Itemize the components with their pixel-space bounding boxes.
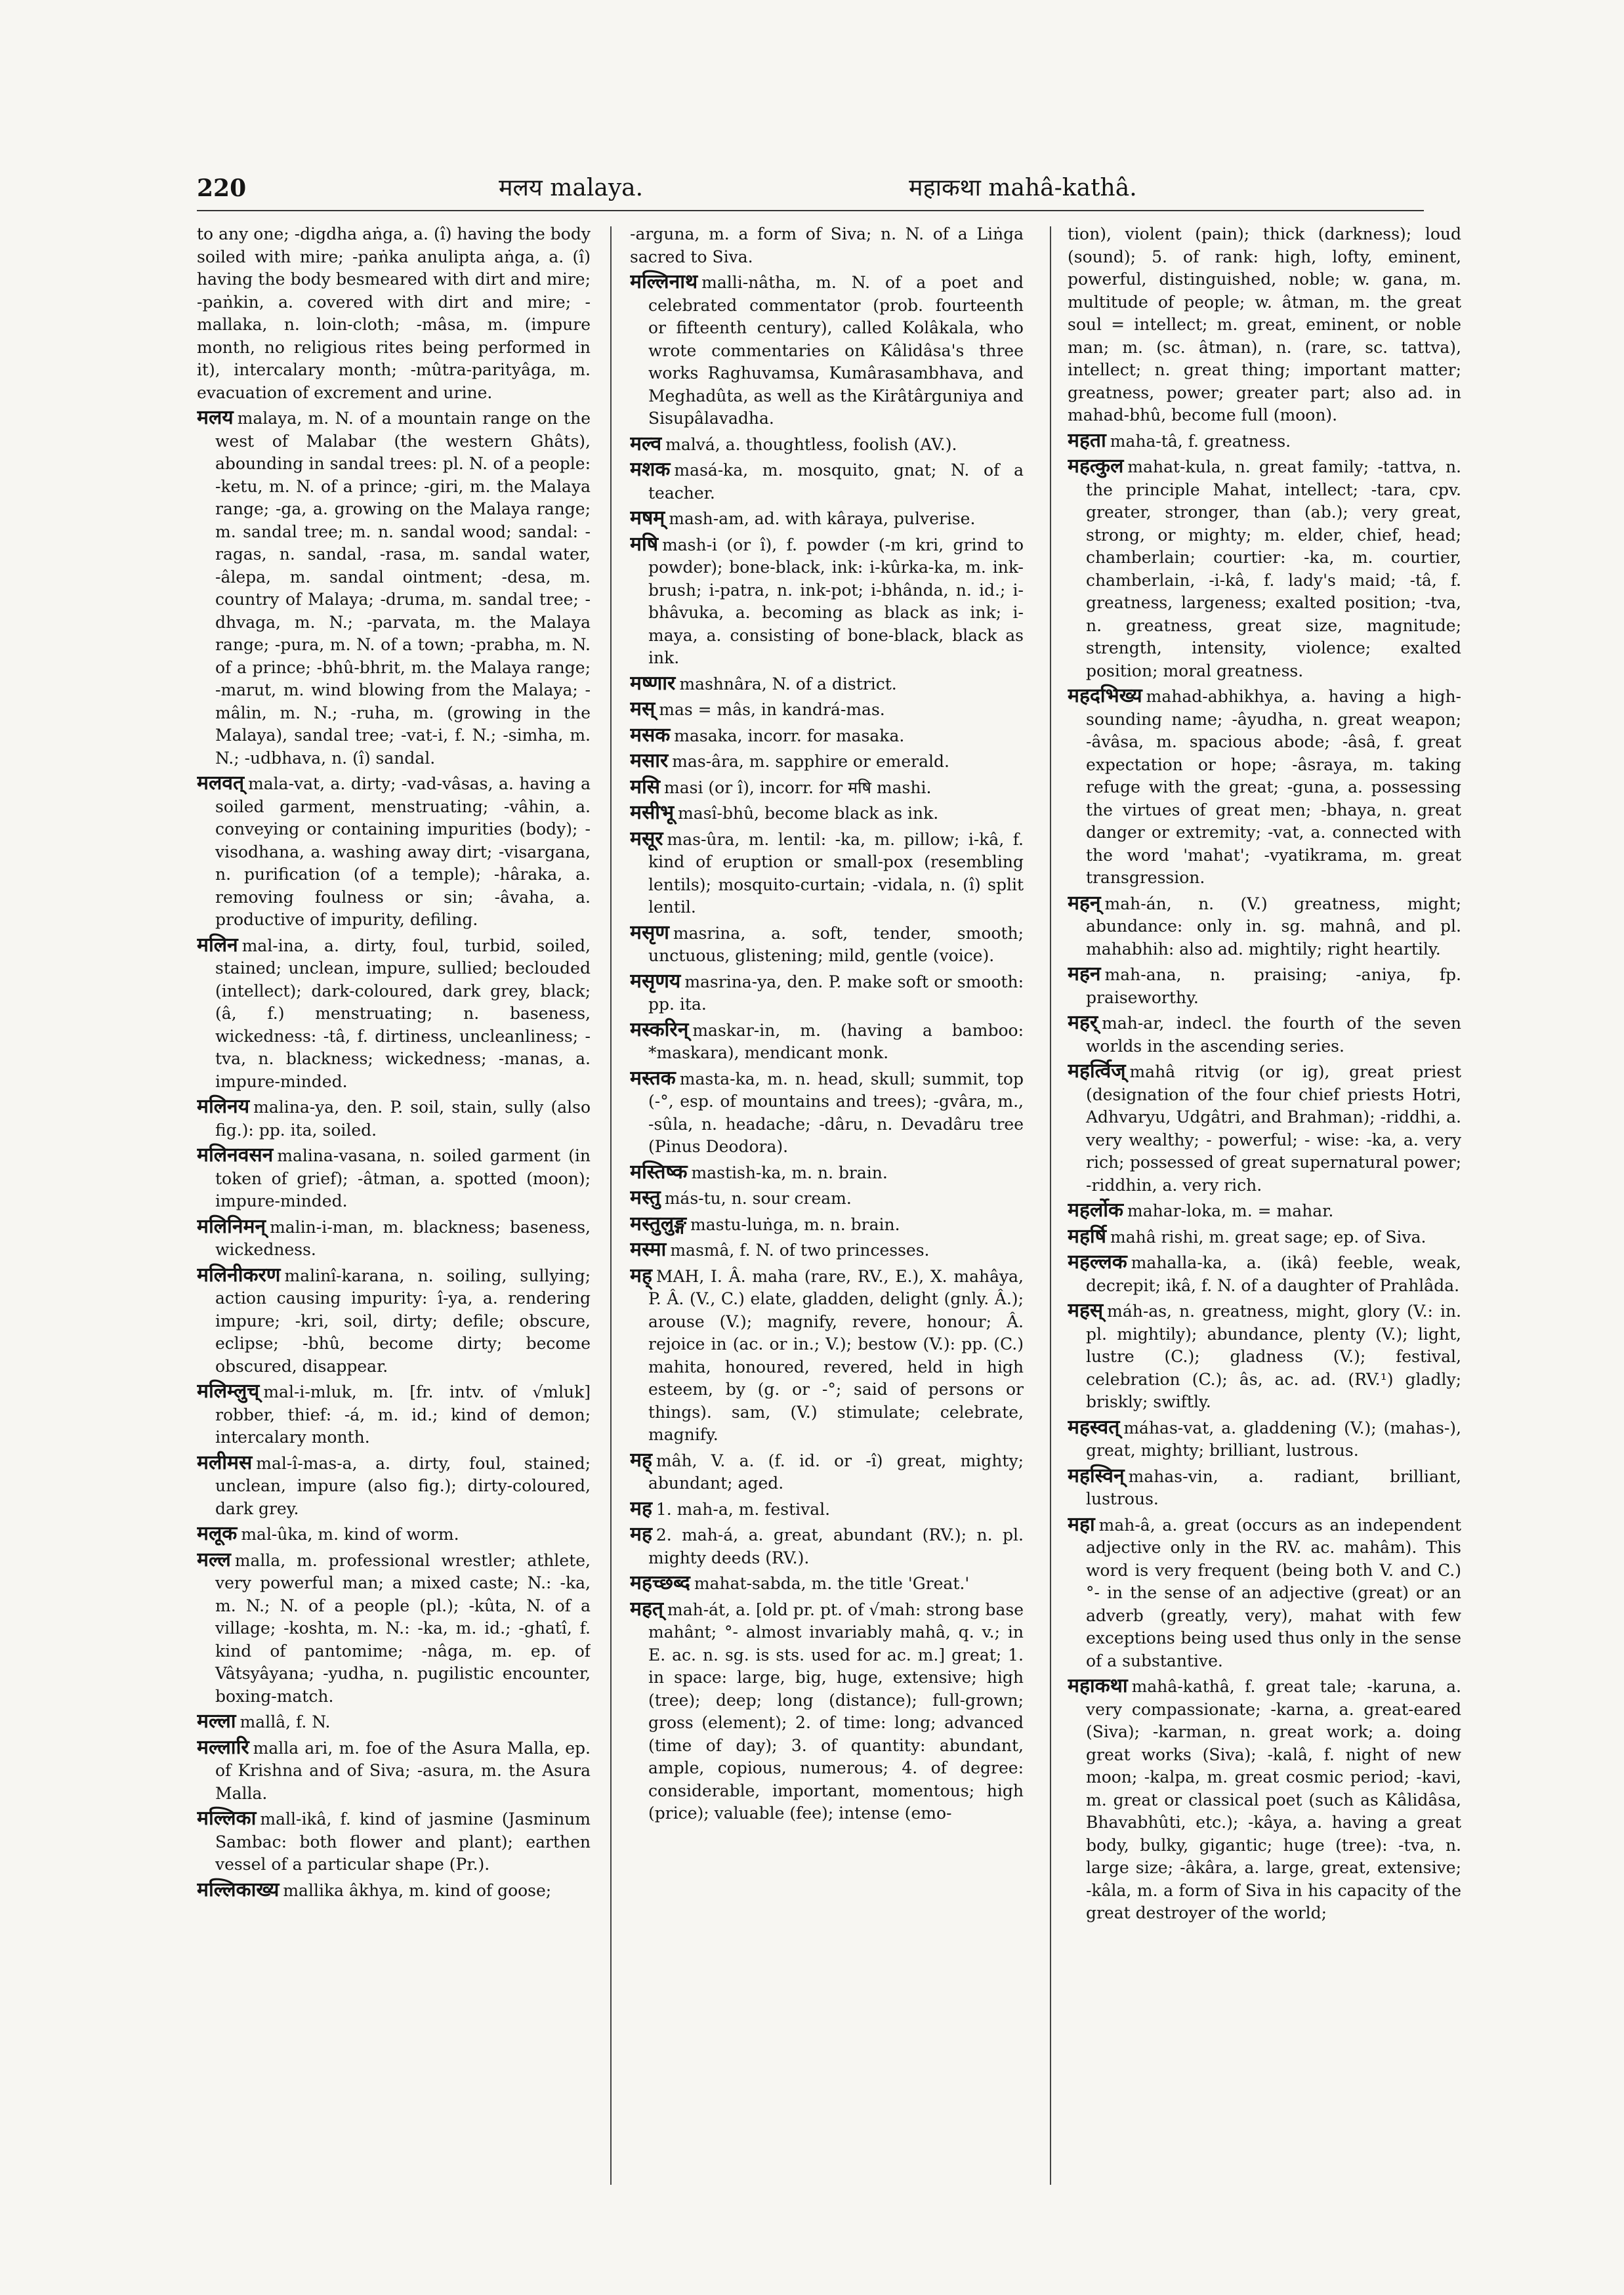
entry-headword: मलीमस: [197, 1451, 253, 1474]
entry-definition: mahad-abhikhya, a. having a high-sounding name; -âyudha, n. great weapon; -âvâsa, m. spacious abode; -âsâ, f. great expectation or hope; -âsraya, m. taking refuge with the great; -guna, a. possessing the virtues of great men; -bhaya, n. great danger or extremity; -vat, a. connected with the word 'mahat'; -vyatikrama, m. great transgression.: [1086, 687, 1461, 887]
entry-headword: मसि: [630, 775, 660, 798]
entry-headword: मलिन: [197, 933, 238, 957]
dictionary-entry: [630, 672, 1024, 696]
entry-definition: mash-am, ad. with kâraya, pulverise.: [669, 509, 976, 528]
entry-definition: malin-i-man, m. blackness; baseness, wickedness.: [215, 1217, 591, 1259]
entry-definition: mashnâra, N. of a district.: [679, 674, 897, 693]
entry-headword: मस्तुलुङ्ग: [630, 1212, 687, 1235]
entry-headword: मल्लिका: [197, 1807, 257, 1830]
entry-headword: मलूक: [197, 1522, 238, 1545]
entry-definition: malaya, m. N. of a mountain range on the west of Malabar (the western Ghâts), abounding in sandal trees: pl. N. of a people: -ketu, m. N. of a prince; -giri, m. the Malaya range; -ga, a. growing on the Malaya range; m. sandal tree; m. n. sandal wood; sandal: -ragas, n. sandal, -rasa, m. sandal water, -âlepa, m. sandal ointment; -desa, m. country of Malaya; -druma, m. sandal tree; -dhvaga, m. N.; -parvata, m. the Malaya range; -pura, m. N. of a town; -prabha, m. N. of a prince; -bhû-bhrit, m. the Malaya range; -marut, m. wind blowing from the Malaya; -mâlin, m. N.; -ruha, m. (growing in the Malaya), sandal tree; -vat-i, f. N.; -simha, m. N.; -udbhava, n. (î) sandal.: [215, 409, 591, 768]
dictionary-entry: [1068, 1465, 1461, 1511]
dictionary-entry: [1068, 1514, 1461, 1673]
entry-definition: malvá, a. thoughtless, foolish (AV.).: [665, 434, 957, 454]
entry-definition: mastu-luṅga, m. n. brain.: [690, 1214, 900, 1234]
dictionary-entry: [630, 724, 1024, 748]
entry-headword: मल्ला: [197, 1710, 236, 1733]
entry-headword: मस्: [630, 697, 656, 720]
entry-headword: मषि: [630, 532, 659, 556]
entry-definition: mahas-vin, a. radiant, brilliant, lustrous.: [1086, 1466, 1461, 1508]
entry-definition: masrina-ya, den. P. make soft or smooth: pp. ita.: [648, 972, 1024, 1014]
entry-headword: महस्विन्: [1068, 1464, 1125, 1487]
dictionary-entry: [630, 802, 1024, 825]
entry-headword: मलिनय: [197, 1095, 250, 1118]
dictionary-entry: [630, 507, 1024, 531]
dictionary-entry: [1068, 1251, 1461, 1297]
column-divider: [1050, 226, 1051, 2185]
dictionary-entry: [1068, 892, 1461, 961]
entry-headword: मसृणय: [630, 969, 681, 993]
left-running-head: मलय malaya.: [499, 175, 644, 201]
entry-definition: mallika âkhya, m. kind of goose;: [283, 1880, 552, 1900]
dictionary-entry: [630, 1572, 1024, 1596]
entry-headword: मह्: [630, 1448, 652, 1472]
dictionary-entry: [630, 1265, 1024, 1447]
dictionary-entry: [197, 934, 591, 1094]
entry-definition: máh-as, n. greatness, might, glory (V.: in. pl. mightily); abundance, plenty (V.); light, lustre (C.); gladness (V.); festival, celebration (C.); âs, ac. ad. (RV.¹) gladly; briskly; swiftly.: [1086, 1302, 1461, 1411]
dictionary-entry: [197, 1710, 591, 1734]
entry-headword: महल्लक: [1068, 1251, 1127, 1273]
entry-definition: masaka, incorr. for masaka.: [674, 726, 905, 745]
entry-definition: malla ari, m. foe of the Asura Malla, ep. of Krishna and of Siva; -asura, m. the Asura Malla.: [215, 1738, 591, 1803]
dictionary-entry: [630, 223, 1024, 268]
entry-definition: malli-nâtha, m. N. of a poet and celebrated commentator (prob. fourteenth or fifteenth century), called Kolâkala, who wrote commentaries on Kâlidâsa's three works Raghuvamsa, Kumârasambhava, and Meghadûta, as well as the Kirâtârguniya and Sisupâlavadha.: [648, 273, 1024, 428]
dictionary-entry: [1068, 1416, 1461, 1462]
entry-headword: मसार: [630, 749, 669, 772]
entry-definition: 2. mah-á, a. great, abundant (RV.); n. pl. mighty deeds (RV.).: [648, 1525, 1024, 1567]
dictionary-entry: [630, 1449, 1024, 1495]
entry-headword: मह: [630, 1497, 652, 1520]
entry-definition: -arguna, m. a form of Siva; n. N. of a Liṅga sacred to Siva.: [630, 224, 1024, 266]
column-3: [1068, 223, 1461, 2191]
entry-headword: महा: [1068, 1512, 1095, 1536]
dictionary-entry: [197, 1096, 591, 1142]
entry-definition: mala-vat, a. dirty; -vad-vâsas, a. having a soiled garment, menstruating; -vâhin, a. conveying or containing impurities (body); -visodhana, a. washing away dirt; -visargana, n. purification (of a temple); -hâraka, a. removing foulness or sin; -âvaha, a. productive of impurity, defiling.: [215, 774, 591, 929]
dictionary-entry: [630, 1523, 1024, 1569]
entry-headword: मल्लिकाख्य: [197, 1878, 280, 1901]
entry-definition: mahâ ritvig (or ig), great priest (designation of the four chief priests Hotri, Adhvaryu, Udgâtri, and Brahman); -riddhi, a. very wealthy; - powerful; - wise: -ka, a. very rich; possessed of great supernatural power; -riddhin, a. very rich.: [1086, 1062, 1461, 1195]
entry-definition: masta-ka, m. n. head, skull; summit, top (-°, esp. of mountains and trees); -gvâra, m., -sûla, n. headache; -dâru, n. Devadâru tree (Pinus Deodora).: [648, 1069, 1024, 1156]
entry-definition: mal-ûka, m. kind of worm.: [241, 1525, 459, 1544]
entry-headword: मल्लारि: [197, 1735, 249, 1759]
entry-headword: मलिम्लुच्: [197, 1380, 260, 1403]
column-divider: [610, 226, 612, 2185]
dictionary-entry: [630, 271, 1024, 430]
dictionary-entry: [1068, 1199, 1461, 1223]
dictionary-entry: [1068, 1012, 1461, 1058]
dictionary-entry: [197, 1737, 591, 1806]
entry-headword: महन: [1068, 962, 1101, 985]
entry-headword: महत्: [630, 1597, 663, 1621]
entry-headword: महर्: [1068, 1011, 1098, 1034]
entry-headword: मष्णार: [630, 671, 676, 695]
column-1: [197, 223, 591, 2191]
dictionary-entry: [630, 1161, 1024, 1185]
dictionary-entry: [630, 1019, 1024, 1065]
entry-definition: mas-âra, m. sapphire or emerald.: [672, 752, 949, 771]
dictionary-entry: [197, 1264, 591, 1378]
page-number: 220: [197, 175, 247, 202]
entry-definition: maha-tâ, f. greatness.: [1110, 431, 1291, 451]
entry-headword: मह्: [630, 1264, 652, 1287]
entry-headword: मस्तु: [630, 1186, 661, 1209]
entry-definition: masmâ, f. N. of two princesses.: [670, 1241, 930, 1260]
entry-definition: mallâ, f. N.: [239, 1712, 331, 1731]
entry-headword: मल्ल: [197, 1548, 231, 1571]
entry-definition: masî-bhû, become black as ink.: [678, 804, 939, 823]
entry-definition: mal-i-mluk, m. [fr. intv. of √mluk] robber, thief: -á, m. id.; kind of demon; intercalary month.: [215, 1382, 591, 1447]
entry-headword: मलिनिमन्: [197, 1214, 266, 1238]
dictionary-entry: [1068, 1675, 1461, 1925]
entry-headword: महन्: [1068, 891, 1101, 915]
entry-headword: मल्व: [630, 432, 662, 455]
entry-headword: मलवत्: [197, 772, 245, 795]
dictionary-entry: [630, 1239, 1024, 1262]
dictionary-entry: [630, 533, 1024, 670]
entry-headword: मलिनीकरण: [197, 1263, 281, 1287]
entry-definition: mah-ana, n. praising; -aniya, fp. praiseworthy.: [1086, 965, 1461, 1007]
entry-definition: MAH, I. Â. maha (rare, RV., E.), X. mahâya, P. Â. (V., C.) elate, gladden, delight (gnly. Â.); arouse (V.); magnify, revere, honour; Â. rejoice in (ac. or in.; V.); bestow (V.): pp. (C.) mahita, honoured, revered, held in high esteem, by (g. or -°; said of persons or things). sam, (V.) stimulate; celebrate, magnify.: [648, 1266, 1024, 1444]
entry-headword: मस्करिन्: [630, 1018, 689, 1041]
dictionary-entry: [630, 1598, 1024, 1825]
dictionary-entry: [1068, 685, 1461, 890]
entry-headword: मस्तिष्क: [630, 1160, 688, 1184]
dictionary-entry: [630, 1187, 1024, 1210]
dictionary-entry: [197, 1523, 591, 1546]
dictionary-entry: [630, 1498, 1024, 1521]
dictionary-entry: [1068, 455, 1461, 682]
dictionary-entry: [197, 1549, 591, 1708]
entry-headword: मषम्: [630, 507, 665, 529]
entry-definition: mahalla-ka, a. (ikâ) feeble, weak, decrepit; ikâ, f. N. of a daughter of Prahlâda.: [1086, 1253, 1461, 1295]
entry-headword: महस्: [1068, 1299, 1104, 1322]
dictionary-entry: [630, 776, 1024, 800]
entry-definition: mah-â, a. great (occurs as an independent adjective only in the RV. ac. mahâm). This word is very frequent (being both V. and C.) °- in the sense of an adjective (great) or an adverb (greatly, very), mahat with few exceptions being used thus only in the sense of a substantive.: [1086, 1515, 1461, 1670]
entry-definition: mâh, V. a. (f. id. or -î) great, mighty; abundant; aged.: [648, 1451, 1024, 1493]
entry-definition: mal-ina, a. dirty, foul, turbid, soiled, stained; unclean, impure, sullied; beclouded (intellect); dark-coloured, dark grey, black; (â, f.) menstruating; n. baseness, wickedness: -tâ, f. dirtiness, uncleanliness; -tva, n. blackness; wickedness; -manas, a. impure-minded.: [215, 936, 591, 1091]
entry-headword: मसूर: [630, 827, 663, 850]
dictionary-entry: [1068, 1226, 1461, 1249]
entry-headword: मलय: [197, 406, 234, 429]
entry-definition: más-tu, n. sour cream.: [664, 1189, 852, 1208]
entry-headword: मसक: [630, 723, 671, 747]
entry-headword: मलिनवसन: [197, 1144, 274, 1167]
entry-definition: malina-ya, den. P. soil, stain, sully (also fig.): pp. ita, soiled.: [215, 1098, 591, 1140]
dictionary-entry: [630, 433, 1024, 457]
dictionary-entry: [197, 1380, 591, 1449]
dictionary-entry: [630, 698, 1024, 722]
entry-headword: महर्लोक: [1068, 1199, 1124, 1222]
dictionary-entry: [630, 1213, 1024, 1237]
entry-headword: महच्छब्द: [630, 1571, 690, 1594]
dictionary-entry: [197, 1144, 591, 1213]
dictionary-entry: [630, 970, 1024, 1016]
entry-definition: mas-ûra, m. lentil: -ka, m. pillow; i-kâ, f. kind of eruption or small-pox (resembling lentils); mosquito-curtain; -vidala, n. (î) split lentil.: [648, 829, 1024, 917]
entry-definition: mash-i (or î), f. powder (-m kri, grind to powder); bone-black, ink: i-kûrka-ka, m. ink-brush; i-patra, n. ink-pot; i-bhânda, n. id.; i-bhâvuka, a. becoming as black as ink; i-maya, a. consisting of bone-black, black as ink.: [648, 535, 1024, 667]
entry-definition: tion), violent (pain); thick (darkness); loud (sound); 5. of rank: high, lofty, eminent, powerful, distinguished, noble; w. gana, m. multitude of people; w. âtman, m. the great soul = intellect; m. great, eminent, or noble man; m. (sc. âtman), n. (rare, sc. tattva), intellect; n. great thing; important matter; greatness, power; greater part; also ad. in mahad-bhû, become full (moon).: [1068, 224, 1461, 424]
dictionary-entry: [1068, 963, 1461, 1009]
entry-headword: मस्मा: [630, 1238, 667, 1261]
dictionary-entry: [197, 407, 591, 770]
dictionary-entry: [197, 1808, 591, 1876]
entry-headword: मशक: [630, 458, 671, 481]
entry-definition: mall-ikâ, f. kind of jasmine (Jasminum Sambac: both flower and plant); earthen vessel of a particular shape (Pr.).: [215, 1809, 591, 1874]
entry-headword: महदभिख्य: [1068, 684, 1142, 707]
entry-headword: मस्तक: [630, 1066, 676, 1090]
entry-headword: मसृण: [630, 920, 669, 944]
entry-definition: 1. mah-a, m. festival.: [656, 1499, 831, 1519]
dictionary-entry: [630, 459, 1024, 505]
entry-headword: महस्वत्: [1068, 1415, 1120, 1439]
entry-definition: mahat-sabda, m. the title 'Great.': [694, 1574, 970, 1593]
column-2: [630, 223, 1024, 2191]
entry-headword: मसीभू: [630, 801, 675, 824]
dictionary-entry: [630, 750, 1024, 774]
entry-definition: masrina, a. soft, tender, smooth; unctuous, glistening; mild, gentle (voice).: [648, 923, 1024, 965]
entry-headword: मल्लिनाथ: [630, 270, 698, 293]
header-rule: [197, 210, 1424, 211]
entry-definition: mahar-loka, m. = mahar.: [1127, 1201, 1334, 1220]
dictionary-entry: [1068, 223, 1461, 427]
entry-definition: mah-án, n. (V.) greatness, might; abundance: only in. sg. mahnâ, and pl. mahabhih: also ad. mightily; right heartily.: [1086, 894, 1461, 959]
entry-definition: malina-vasana, n. soiled garment (in token of grief); -âtman, a. spotted (moon); impure-minded.: [215, 1146, 591, 1210]
dictionary-entry: [1068, 430, 1461, 453]
entry-headword: महता: [1068, 428, 1106, 452]
entry-definition: mas = mâs, in kandrá-mas.: [659, 700, 885, 719]
entry-headword: मह: [630, 1523, 652, 1546]
entry-definition: malinî-karana, n. soiling, sullying; action causing impurity: î-ya, a. rendering impure; -kri, soil, dirty; defile; obscure, eclipse; -bhû, become dirty; become obscured, disappear.: [215, 1266, 591, 1376]
dictionary-entry: [197, 1879, 591, 1903]
entry-definition: masi (or î), incorr. for मषि mashi.: [664, 777, 932, 797]
dictionary-entry: [197, 1452, 591, 1521]
dictionary-entry: [630, 828, 1024, 919]
entry-definition: mal-î-mas-a, a. dirty, foul, stained; unclean, impure (also fig.); dirty-coloured, dark grey.: [215, 1453, 591, 1518]
dictionary-entry: [630, 1067, 1024, 1159]
dictionary-entry: [197, 1216, 591, 1262]
entry-definition: mastish-ka, m. n. brain.: [691, 1163, 888, 1182]
dictionary-entry: [1068, 1060, 1461, 1197]
entry-definition: to any one; -digdha aṅga, a. (î) having the body soiled with mire; -paṅka anulipta aṅga, a. (î) having the body besmeared with dirt and mire; -paṅkin, a. covered with dirt and mire; -mallaka, n. loin-cloth; -mâsa, m. (impure month, no religious rites being performed in it), intercalary month; -mûtra-parityâga, m. evacuation of excrement and urine.: [197, 224, 591, 402]
page-header: [197, 172, 1424, 211]
entry-definition: masá-ka, m. mosquito, gnat; N. of a teacher.: [648, 461, 1024, 503]
dictionary-entry: [197, 772, 591, 932]
dictionary-entry: [1068, 1300, 1461, 1414]
entry-headword: महर्त्विज्: [1068, 1060, 1126, 1083]
entry-definition: máhas-vat, a. gladdening (V.); (mahas-), great, mighty; brilliant, lustrous.: [1086, 1418, 1461, 1460]
entry-definition: mahâ-kathâ, f. great tale; -karuna, a. very compassionate; -karna, a. great-eared (Siva); -karman, n. great work; a. doing great works (Siva); -kalâ, f. night of new moon; -kalpa, m. great cosmic period; -kavi, m. great or classical poet (such as Kâlidâsa, Bhavabhûti, etc.); -kâya, a. having a great body, bulky, gigantic; huge (tree): -tva, n. large size; -âkâra, a. large, great, extensive; -kâla, m. a form of Siva in his capacity of the great destroyer of the world;: [1086, 1677, 1461, 1922]
entry-headword: महत्कुल: [1068, 455, 1124, 478]
entry-headword: महाकथा: [1068, 1674, 1128, 1697]
dictionary-entry: [630, 922, 1024, 968]
entry-definition: mahat-kula, n. great family; -tattva, n. the principle Mahat, intellect; -tara, cpv. greater, stronger, than (ab.); very great, strong, or mighty; m. elder, chief, head; chamberlain; courtier: -ka, m. courtier, chamberlain, -i-kâ, f. lady's maid; -tâ, f. greatness, largeness; exalted position; -tva, n. greatness, great size, magnitude; strength, intensity, violence; exalted position; moral greatness.: [1086, 457, 1461, 680]
entry-definition: mah-ar, indecl. the fourth of the seven worlds in the ascending series.: [1086, 1014, 1461, 1056]
entry-definition: mahâ rishi, m. great sage; ep. of Siva.: [1110, 1227, 1426, 1247]
entry-definition: malla, m. professional wrestler; athlete, very powerful man; a mixed caste; N.: -ka, m. N.; N. of a people (pl.); -kûta, N. of a village; -koshta, m. N.: -ka, m. id.; -ghatî, f. kind of pantomime; -nâga, m. ep. of Vâtsyâyana; -yudha, n. pugilistic encounter, boxing-match.: [215, 1550, 591, 1706]
entry-definition: mah-át, a. [old pr. pt. of √mah: strong base mahânt; °- almost invariably mahâ, q. v.; in E. ac. n. sg. is sts. used for ac. m.] great; 1. in space: large, big, huge, extensive; high (tree); deep; long (distance); full-grown; gross (element); 2. of time: long; advanced (time of day); 3. of quantity: abundant, ample, copious, numerous; 4. of degree: considerable, important, momentous; high (price); valuable (fee); intense (emo-: [648, 1600, 1024, 1823]
right-running-head: महाकथा mahâ-kathâ.: [909, 175, 1137, 201]
entry-headword: महर्षि: [1068, 1224, 1106, 1248]
entry-definition: maskar-in, m. (having a bamboo: *maskara), mendicant monk.: [648, 1020, 1024, 1062]
dictionary-entry: [197, 223, 591, 404]
